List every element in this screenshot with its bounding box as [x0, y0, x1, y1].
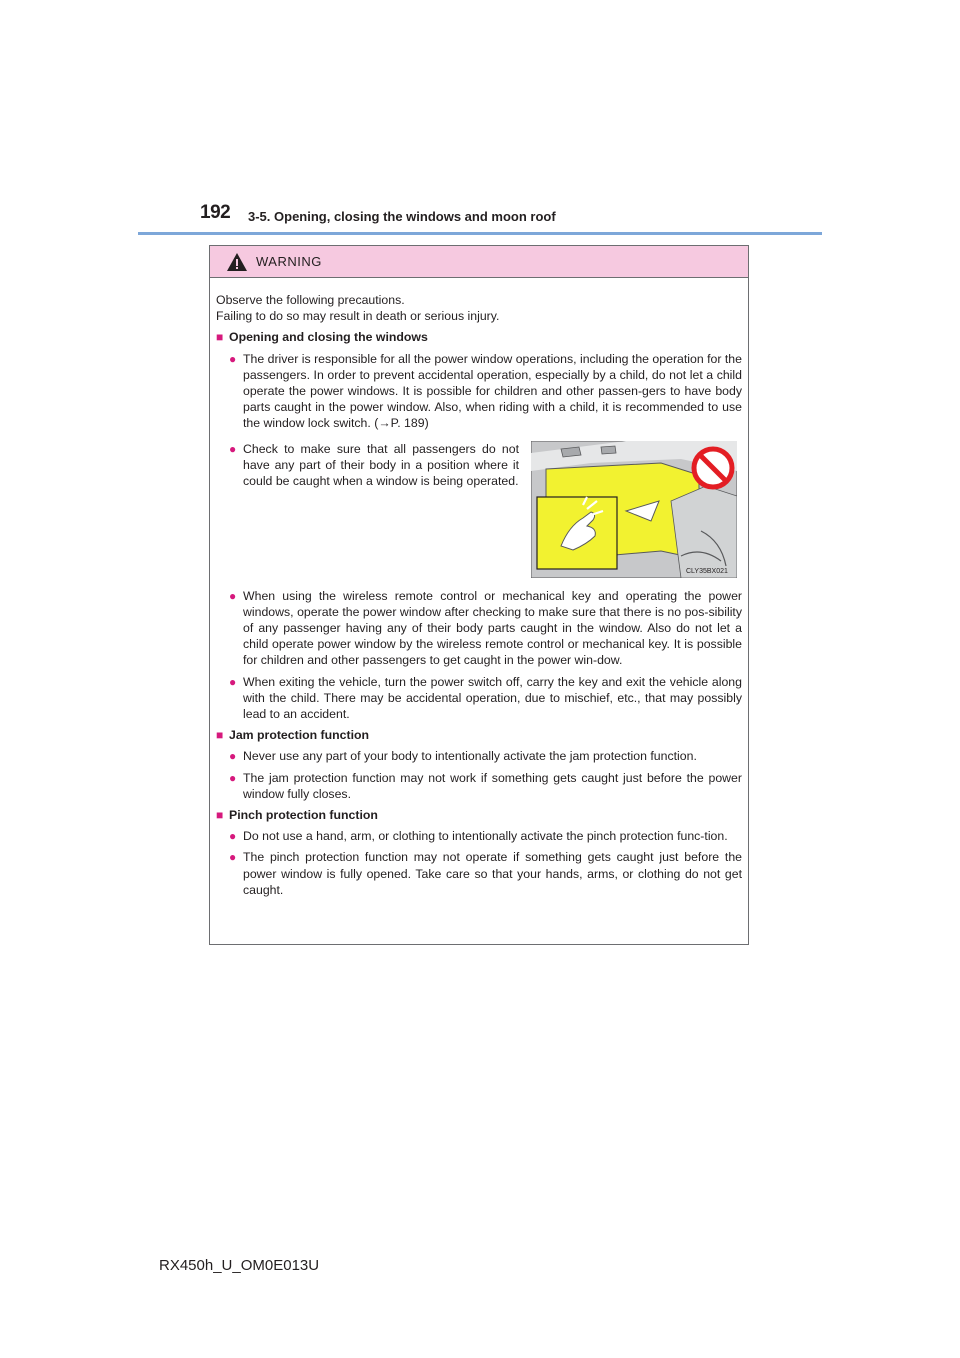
section-heading [216, 329, 742, 345]
model-code: RX450h_U_OM0E013U [159, 1257, 320, 1274]
warning-box [209, 245, 749, 945]
round-bullet-icon: ● [229, 850, 237, 865]
list-item [216, 588, 742, 669]
round-bullet-icon: ● [229, 588, 237, 603]
list-item [216, 748, 742, 764]
list-item [216, 674, 742, 723]
list-item [216, 828, 742, 844]
list-item-text: The jam protection function may not work if something gets caught just before the power window fully closes. [243, 770, 742, 801]
section-heading [216, 727, 742, 743]
figure-row [216, 441, 742, 578]
list-item-text: When exiting the vehicle, turn the power switch off, carry the key and exit the vehicle along with the child. There may be accidental operation, due to mischief, etc., that may possibly lead to an accident. [243, 674, 742, 722]
round-bullet-icon: ● [229, 829, 237, 844]
list-item-text: Never use any part of your body to intentionally activate the jam protection function. [243, 749, 697, 764]
section-heading-text: Jam protection function [229, 728, 370, 743]
warning-title: WARNING [256, 254, 322, 269]
list-item [216, 351, 742, 432]
warning-triangle-icon [226, 252, 248, 272]
square-bullet-icon: ■ [216, 330, 224, 345]
warning-header [210, 246, 748, 278]
square-bullet-icon: ■ [216, 808, 224, 823]
figure-code: CLY35BX021 [686, 567, 728, 575]
round-bullet-icon: ● [229, 351, 237, 366]
section-heading-text: Pinch protection function [229, 808, 378, 823]
round-bullet-icon: ● [229, 674, 237, 689]
page-header [0, 0, 960, 240]
warning-intro [216, 292, 742, 324]
intro-line: Failing to do so may result in death or serious injury. [216, 309, 500, 324]
list-item [216, 849, 742, 898]
header-rule [138, 232, 822, 235]
square-bullet-icon: ■ [216, 728, 224, 743]
intro-line: Observe the following precautions. [216, 293, 405, 307]
page-number: 192 [200, 202, 231, 223]
section-heading [216, 807, 742, 823]
window-caution-illustration-svg [531, 441, 737, 578]
round-bullet-icon: ● [229, 749, 237, 764]
round-bullet-icon: ● [229, 441, 237, 456]
list-item-text: The driver is responsible for all the power window operations, including the operation for the passengers. In order to prevent accidental operation, especially by a child, do not let a child operate the power windows. It is possible for children and other passen-gers to have body parts caught in the power window. Also, when riding with a child, it is recommended to use the window lock switch. (→P. 189) [243, 351, 742, 431]
warning-body [210, 278, 748, 898]
window-caution-illustration [531, 441, 737, 578]
list-item-text: The pinch protection function may not operate if something gets caught just before the power window is fully opened. Take care so that your hands, arms, or clothing do not get caught. [243, 850, 742, 897]
list-item [216, 441, 519, 578]
list-item-text: Do not use a hand, arm, or clothing to intentionally activate the pinch protection func-tion. [243, 829, 728, 844]
list-item-text: When using the wireless remote control or mechanical key and operating the power windows, operate the power window after checking to make sure that there is no pos-sibility of any passenger having any of their body parts caught in the window. Also do not let a child operate power window by the wireless remote control or mechanical key. It is possible for children and other passengers to get caught in the power win-dow. [243, 588, 742, 668]
section-title: 3-5. Opening, closing the windows and moon roof [248, 209, 556, 224]
list-item [216, 770, 742, 802]
section-heading-text: Opening and closing the windows [229, 330, 428, 345]
list-item-text: Check to make sure that all passengers do not have any part of their body in a position where it could be caught when a window is being operated. [243, 441, 519, 489]
round-bullet-icon: ● [229, 770, 237, 785]
